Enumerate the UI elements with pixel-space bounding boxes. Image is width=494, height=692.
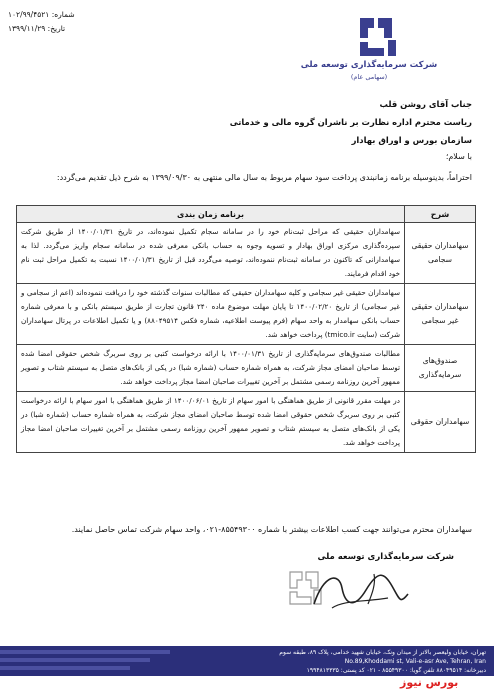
- company-name: شرکت سرمایه‌گذاری توسعه ملی: [300, 60, 438, 70]
- footer-address-fa: تهران، خیابان ولیعصر بالاتر از میدان ونک، خیابان شهید خدامی، پلاک ۸۹، طبقه سوم: [279, 649, 486, 656]
- footer-address-en: No.89,Khoddami st, Vali-e-asr Ave, Tehran, Iran: [344, 658, 486, 665]
- payment-schedule-table: [16, 205, 476, 453]
- addressee: [22, 95, 472, 149]
- closing-paragraph: سهامداران محترم می‌توانند جهت کسب اطلاعات بیشتر با شماره ۸۵۵۴۹۳۰۰-۰۲۱، واحد سهام شرکت تماس حاصل نمایند.: [71, 525, 472, 534]
- row-label: صندوق‌های سرمایه‌گذاری: [405, 345, 476, 392]
- footer-contacts: دبیرخانه: ۸۸۰۴۹۵۱۴ تلفن گویا: ۸۵۵۴۹۳۰۰ - ۰۲۱ کد پستی: ۱۹۹۴۸۱۳۳۳۵: [306, 667, 486, 674]
- footer-decoration-icon: [0, 646, 190, 676]
- source-watermark: بورس نیوز: [400, 676, 459, 689]
- row-schedule-text: مطالبات صندوق‌های سرمایه‌گذاری از تاریخ ۱۴۰۰/۰۱/۳۱ با ارائه درخواست کتبی بر روی سربرگ شخص حقوقی امضا شده توسط صاحبان امضای مجاز شرکت، به همراه شماره حساب (شماره شبا) در یکی از بانک‌های متصل به سیستم شتاب و تصویر ممهور آخرین روزنامه رسمی مشتمل بر آخرین تغییرات صاحبان امضا مجاز پرداخت خواهد شد.: [17, 345, 405, 392]
- table-row: [17, 223, 476, 284]
- reference-number: شماره: ۱۰۲/۹۹/۴۵۲۱: [8, 10, 75, 19]
- letter-footer: [0, 646, 494, 676]
- signature-block: [194, 552, 454, 622]
- row-schedule-text: سهامداران حقیقی که مراحل ثبت‌نام خود را در سامانه سجام تکمیل نموده‌اند، در تاریخ ۱۴۰۰/۰۱/۳۱ از طریق شرکت سپرده‌گذاری مرکزی اوراق بهادار و تسویه وجوه به حساب بانکی معرفی شده در سامانه سجام واریز می‌گردد. لذا به سهامدارانی که تاکنون در سامانه ثبت‌نام ننموده‌اند، توصیه می‌گردد قبل از تاریخ ۱۴۰۰/۰۱/۳۱ نسبت به تکمیل مراحل ثبت نام خود اقدام فرمایند.: [17, 223, 405, 284]
- signature-company-name: شرکت سرمایه‌گذاری توسعه ملی: [317, 552, 454, 562]
- addressee-position: ریاست محترم اداره نظارت بر ناشران گروه مالی و خدماتی: [229, 117, 472, 127]
- logo-mark-icon: [346, 12, 406, 60]
- intro-paragraph: احتراماً، بدینوسیله برنامه زمانبندی پرداخت سود سهام مربوط به سال مالی منتهی به ۱۳۹۹/۰۹/۳۰ به شرح ذیل تقدیم می‌گردد:: [56, 173, 472, 182]
- table-row: [17, 284, 476, 345]
- letter-date: تاریخ: ۱۳۹۹/۱۱/۲۹: [8, 24, 66, 33]
- column-header-description: شرح: [405, 206, 476, 223]
- row-label: سهامداران حقیقی غیر سجامی: [405, 284, 476, 345]
- row-label: سهامداران حقوقی: [405, 392, 476, 453]
- greeting: با سلام؛: [445, 152, 472, 161]
- handwritten-signature-icon: [304, 564, 414, 620]
- row-schedule-text: در مهلت مقرر قانونی از طریق هماهنگی با امور سهام از تاریخ ۱۴۰۰/۰۶/۰۱ از طریق هماهنگی با امور سهام با ارائه درخواست کتبی بر روی سربرگ شخص حقوقی امضا شده توسط صاحبان امضای مجاز شرکت، به همراه شماره حساب (شماره شبا) در یکی از بانک‌های متصل به سیستم شتاب و تصویر ممهور آخرین روزنامه رسمی مشتمل بر آخرین تغییرات صاحبان امضا مجاز پرداخت خواهد شد.: [17, 392, 405, 453]
- addressee-name: جناب آقای روشن قلب: [379, 99, 472, 109]
- table-row: [17, 345, 476, 392]
- column-header-schedule: برنامه زمان بندی: [17, 206, 405, 223]
- row-schedule-text: سهامداران حقیقی غیر سجامی و کلیه سهامداران حقیقی که مطالبات سنوات گذشته خود را دریافت ننموده‌اند (اعم از سجامی و غیر سجامی) از تاریخ ۱۴۰۰/۰۲/۲۰ تا پایان مهلت موضوع ماده ۲۴۰ قانون تجارت از طریق سیستم بانکی و با معرفی شماره حساب بانکی سهامدار به واحد سهام (فرم پیوست اطلاعیه، شماره فکس ۸۸۰۴۹۵۱۴) و یا تکمیل اطلاعات در پرتال سهامداران شرکت (سایت tmico.ir) پرداخت خواهد شد.: [17, 284, 405, 345]
- letter-reference: [8, 8, 148, 36]
- row-label: سهامداران حقیقی سجامی: [405, 223, 476, 284]
- company-type: (سهامی عام): [350, 73, 388, 81]
- table-row: [17, 392, 476, 453]
- addressee-organization: سازمان بورس و اوراق بهادار: [351, 135, 472, 145]
- table-header-row: [17, 206, 476, 223]
- company-logo: [274, 12, 464, 82]
